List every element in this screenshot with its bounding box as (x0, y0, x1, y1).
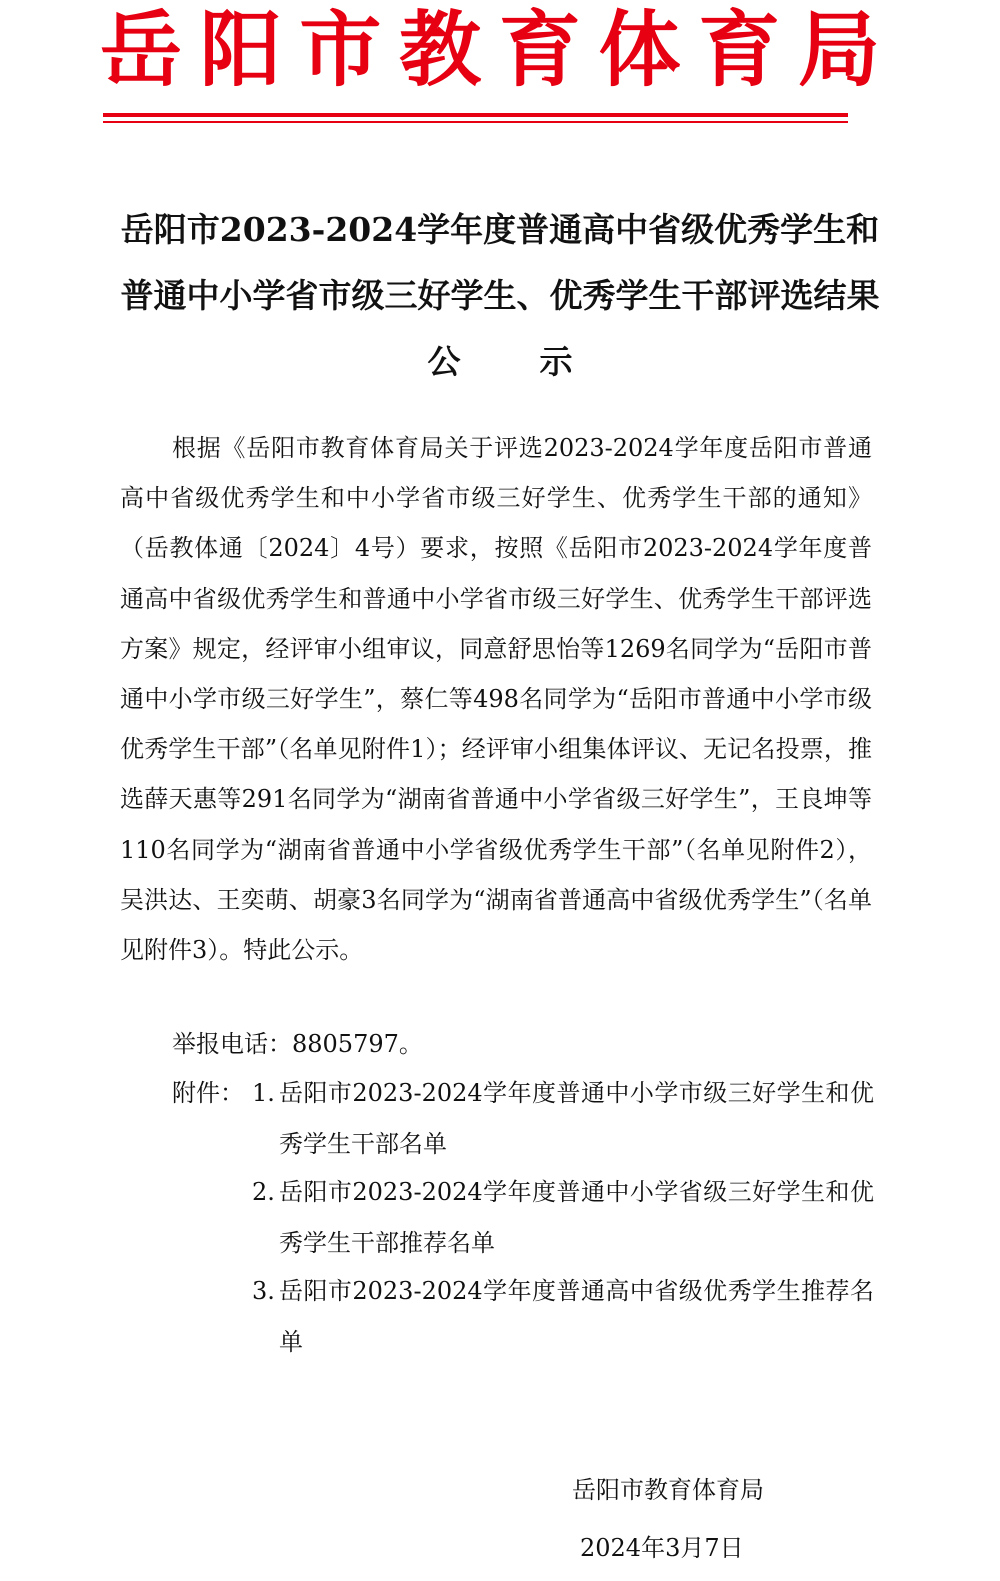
document-body (120, 423, 872, 975)
document-title-line-2: 普通中小学省市级三好学生、优秀学生干部评选结果 (120, 276, 880, 315)
red-header-rule (103, 113, 848, 117)
signature-date: 2024年3月7日 (580, 1534, 744, 1562)
attachment-text: 岳阳市2023-2024学年度普通中小学省级三好学生和优秀学生干部推荐名单 (279, 1178, 874, 1257)
attachment-text: 岳阳市2023-2024学年度普通中小学市级三好学生和优秀学生干部名单 (279, 1079, 874, 1158)
red-header-rule-thin (103, 121, 848, 123)
document-header (0, 0, 1000, 140)
body-paragraph: 根据《岳阳市教育体育局关于评选2023-2024学年度岳阳市普通高中省级优秀学生和中小学省市级三好学生、优秀学生干部的通知》（岳教体通〔2024〕4号）要求，按照《岳阳市2023-2024学年度普通高中省级优秀学生和普通中小学省市级三好学生、优秀学生干部评选方案》规定，经评审小组审议，同意舒思怡等1269名同学为“岳阳市普通中小学市级三好学生”，蔡仁等498名同学为“岳阳市普通中小学市级优秀学生干部”（名单见附件1）；经评审小组集体评议、无记名投票，推选薛天惠等291名同学为“湖南省普通中小学省级三好学生”，王良坤等110名同学为“湖南省普通中小学省级优秀学生干部”（名单见附件2），吴洪达、王奕萌、胡豪3名同学为“湖南省普通高中省级优秀学生”（名单见附件3）。特此公示。 (120, 434, 872, 965)
attachment-number: 1. (252, 1079, 275, 1107)
signature-organization: 岳阳市教育体育局 (572, 1476, 764, 1504)
attachment-number: 2. (252, 1178, 275, 1206)
title-char-shi: 示 (539, 342, 573, 381)
document-title-line-1: 岳阳市2023-2024学年度普通高中省级优秀学生和 (120, 210, 880, 249)
report-phone: 举报电话：8805797。 (172, 1030, 423, 1058)
attachment-text: 岳阳市2023-2024学年度普通高中省级优秀学生推荐名单 (279, 1277, 874, 1356)
title-char-gong: 公 (427, 342, 461, 381)
document-title-line-3 (90, 342, 910, 382)
attachment-number: 3. (252, 1277, 275, 1305)
attachment-item (252, 1167, 874, 1269)
attachment-item (252, 1266, 874, 1368)
attachment-item (252, 1068, 874, 1170)
attachments-label: 附件： (172, 1079, 244, 1107)
red-header-title: 岳阳市教育体育局 (100, 2, 880, 98)
